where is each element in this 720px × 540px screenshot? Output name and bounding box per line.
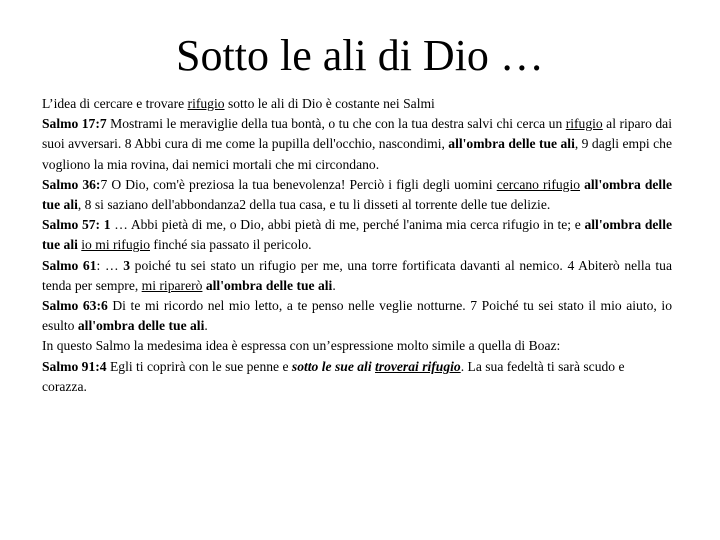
psalm-63-paragraph (42, 296, 672, 336)
intro-text-end: sotto le ali di Dio è costante nei Salmi (224, 96, 435, 111)
intro-underlined: rifugio (187, 96, 225, 111)
intro-text: L’idea di cercare e trovare (42, 96, 188, 111)
psalm-57-text: … Abbi pietà di me, o Dio, abbi pietà di me, perché l'anima mia cerca rifugio in te; e (110, 217, 585, 233)
psalm-36-verse-num: 7 (100, 176, 108, 192)
psalm-91-ref: Salmo 91:4 (42, 358, 107, 374)
psalm-91-bold-italic: sotto le sue ali (291, 358, 375, 374)
psalm-57-ref: Salmo 57: 1 (42, 217, 111, 233)
psalm-61-bold: all'ombra delle tue ali (205, 277, 333, 293)
psalm-63-ref: Salmo 63:6 (42, 298, 108, 314)
boaz-paragraph: In questo Salmo la medesima idea è espressa con un’espressione molto simile a quella di Boaz: (42, 338, 561, 354)
psalm-61-ref: Salmo 61 (42, 257, 97, 273)
psalm-17-text-2: al riparo dai suoi avversari. 8 Abbi cura di me come la pupilla dell'occhio, nascondimi, (42, 116, 672, 152)
psalm-61-text-2: poiché tu sei stato un rifugio per me, una torre fortificata davanti al nemico. 4 Abiterò nella tua tenda per sempre, (42, 257, 673, 293)
intro-paragraph (42, 94, 672, 114)
psalm-57-text-2: finché sia passato il pericolo. (150, 237, 312, 253)
psalm-36-underlined: cercano rifugio (496, 176, 581, 192)
psalm-17-text: Mostrami le meraviglie della tua bontà, o tu che con la tua destra salvi chi cerca un (106, 116, 566, 132)
psalm-36-text-2: , 8 si saziano dell'abbondanza2 della tua casa, e tu li disseti al torrente delle tue delizie. (77, 197, 551, 213)
psalm-63-text-2: . (204, 318, 208, 334)
psalm-36-ref: Salmo 36: (42, 176, 101, 192)
psalm-57-paragraph (42, 215, 672, 255)
psalm-61-text-3: . (332, 277, 336, 293)
psalm-17-underlined: rifugio (565, 116, 603, 132)
psalm-61-verse-num: 3 (123, 257, 130, 273)
psalm-91-paragraph (42, 357, 672, 397)
slide-body (42, 94, 672, 397)
psalm-61-text: : … (96, 257, 124, 273)
psalm-91-text: Egli ti coprirà con le sue penne e (106, 358, 292, 374)
psalm-91-text-2: . La sua fedeltà ti sarà scudo e corazza. (42, 358, 625, 394)
slide-title: Sotto le ali di Dio … (176, 31, 544, 80)
psalm-91-bold-italic-underlined: troverai rifugio (375, 358, 461, 374)
psalm-57-bold: all'ombra delle tue ali (42, 217, 673, 253)
psalm-63-text: Di te mi ricordo nel mio letto, a te penso nelle veglie notturne. 7 Poiché tu sei stato il mio aiuto, io esulto (42, 298, 672, 334)
psalm-36-bold: all'ombra delle tue ali (42, 176, 672, 213)
psalm-36-text: O Dio, com'è preziosa la tua benevolenza! Perciò i figli degli uomini (107, 176, 497, 192)
psalm-17-paragraph (42, 114, 672, 175)
psalm-57-underlined: io mi rifugio (81, 237, 151, 253)
psalm-63-bold: all'ombra delle tue ali (77, 318, 205, 334)
psalm-17-text-3: , 9 dagli empi che vogliono la mia rovina, dai nemici mortali che mi circondano. (42, 136, 672, 172)
psalm-17-bold: all'ombra delle tue ali (448, 136, 575, 152)
psalm-61-paragraph (42, 256, 672, 296)
psalm-61-underlined: mi riparerò (141, 277, 203, 293)
psalm-36-paragraph (42, 175, 672, 215)
psalm-17-ref: Salmo 17:7 (42, 116, 107, 132)
